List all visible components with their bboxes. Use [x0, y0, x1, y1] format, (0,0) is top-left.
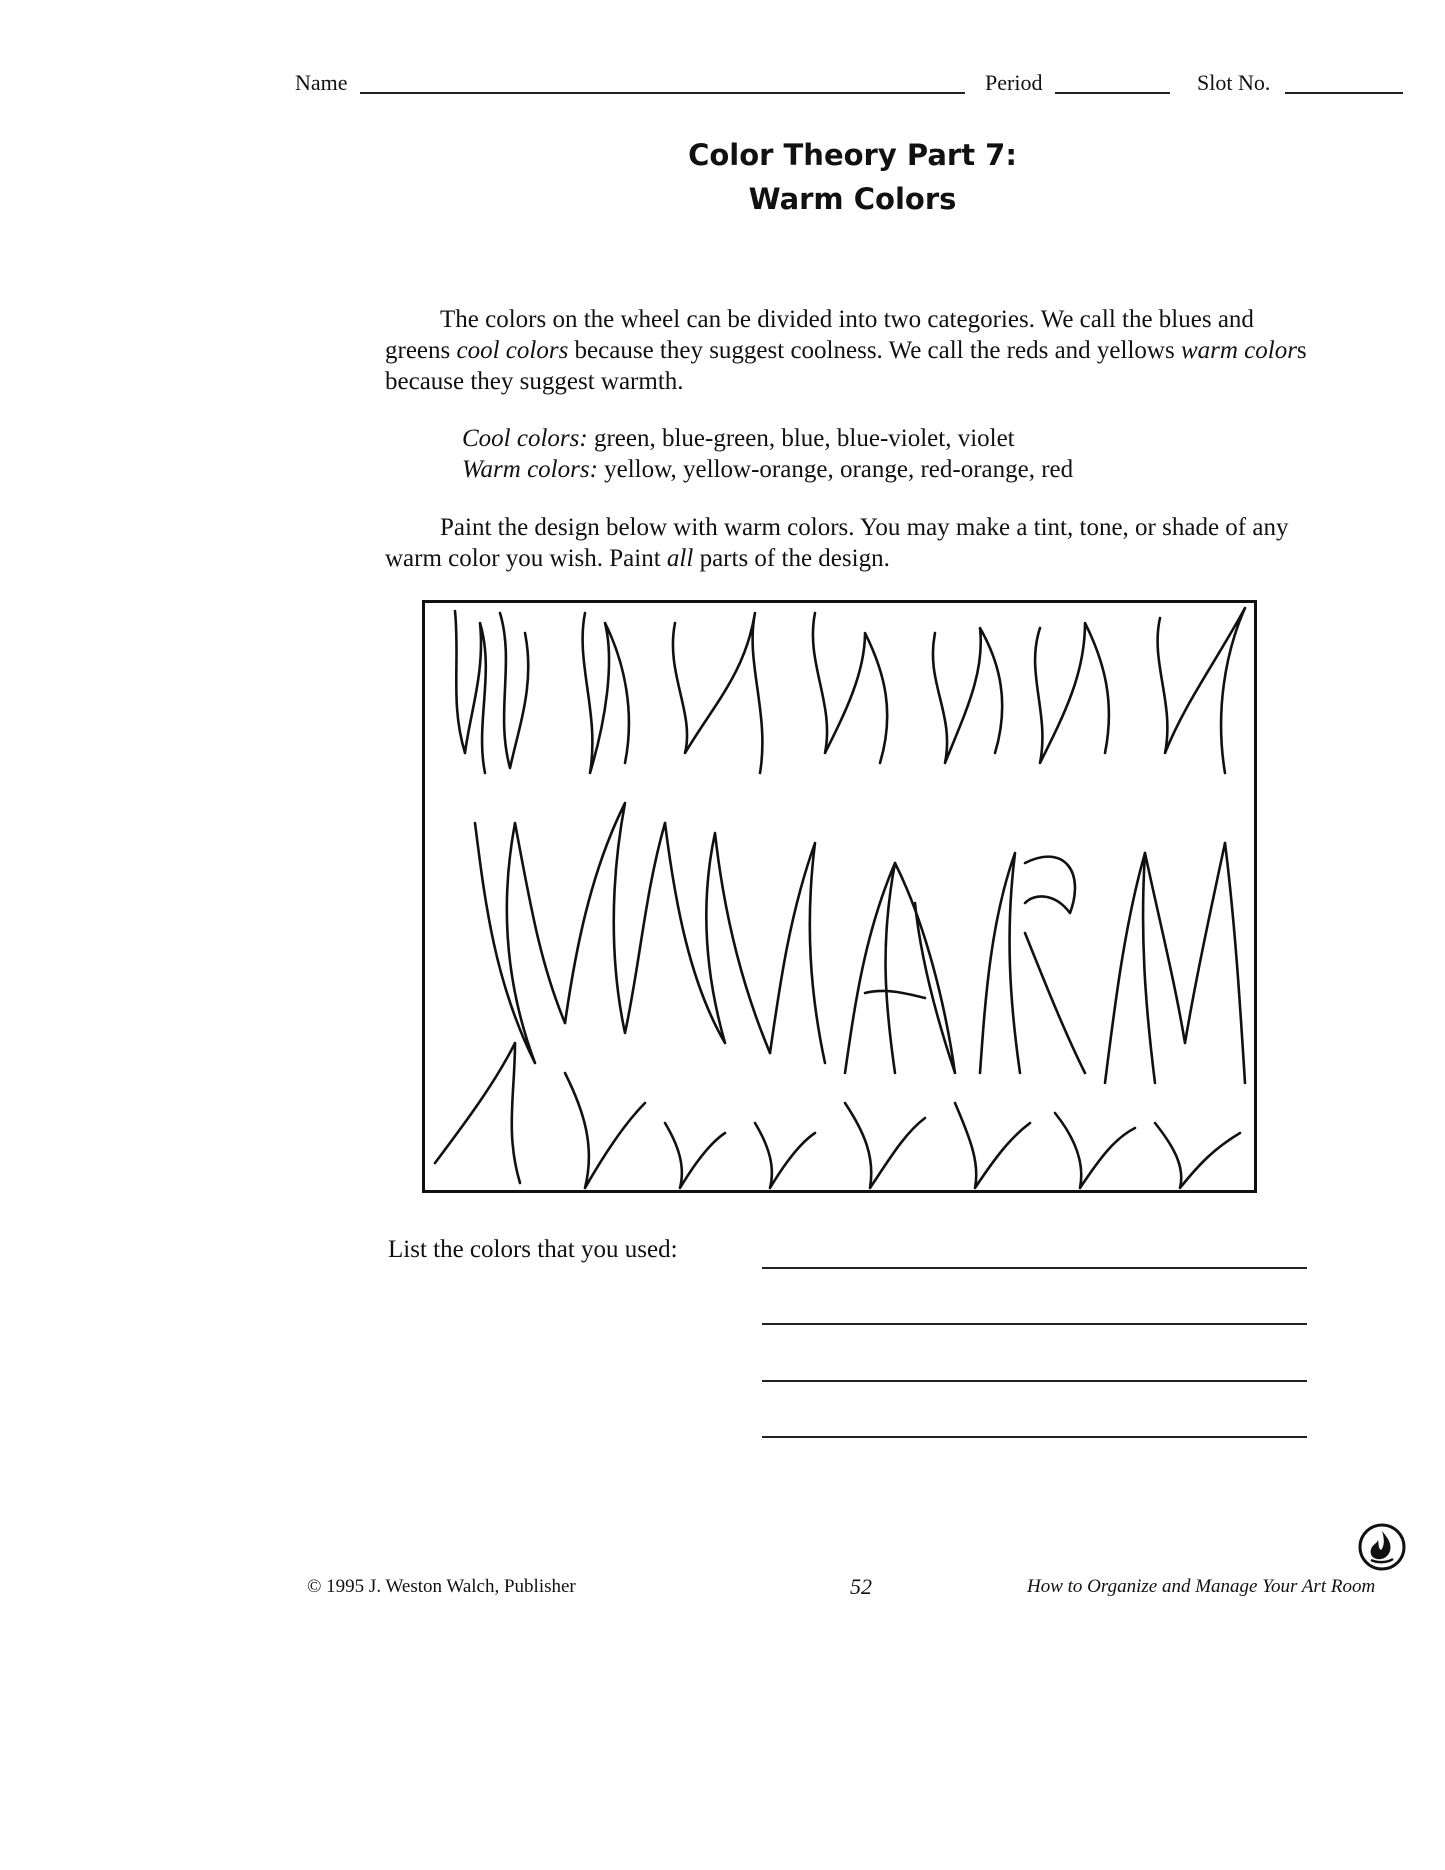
- warm-colors-list: yellow, yellow-orange, orange, red-orange, red: [604, 456, 1074, 483]
- page-number: 52: [850, 1574, 872, 1599]
- colors-line-3[interactable]: [762, 1380, 1307, 1382]
- intro-text-1: The colors on the wheel can be divided into two categories. We call the blues and greens: [385, 306, 1254, 364]
- cool-colors-list: green, blue-green, blue, blue-violet, violet: [593, 425, 1015, 452]
- colors-line-1[interactable]: [762, 1267, 1307, 1269]
- instructions-emphasis: all: [666, 545, 694, 572]
- flame-logo-svg: [1357, 1522, 1407, 1572]
- warm-colors-label: Warm colors:: [462, 456, 598, 483]
- instructions-text-2: parts of the design.: [693, 545, 890, 572]
- slot-label: Slot No.: [1197, 70, 1271, 95]
- cool-colors-term: cool colors: [456, 337, 569, 364]
- instructions-paragraph: [385, 512, 1315, 574]
- title-line-2: Warm Colors: [748, 182, 957, 216]
- intro-text-3: s because they suggest warmth.: [385, 337, 1307, 395]
- cool-colors-label: Cool colors:: [462, 425, 588, 452]
- name-field[interactable]: [360, 92, 965, 94]
- list-colors-label: List the colors that you used:: [388, 1236, 678, 1263]
- warm-colors-line: [462, 454, 1073, 485]
- instructions-text-1: Paint the design below with warm colors. You may make a tint, tone, or shade of any warm color you wish. Paint: [385, 514, 1289, 572]
- cool-colors-line: [462, 423, 1015, 454]
- flame-logo-icon: [1357, 1522, 1407, 1572]
- colors-line-4[interactable]: [762, 1436, 1307, 1438]
- intro-text-2: because they suggest coolness. We call the reds and yellows: [568, 337, 1181, 364]
- warm-flame-design[interactable]: [422, 600, 1257, 1193]
- slot-field[interactable]: [1285, 92, 1403, 94]
- title-line-1: Color Theory Part 7:: [688, 138, 1017, 172]
- colors-line-2[interactable]: [762, 1323, 1307, 1325]
- flame-drawing: [425, 603, 1254, 1190]
- footer-copyright: © 1995 J. Weston Walch, Publisher: [307, 1576, 576, 1597]
- warm-colors-term: warm color: [1180, 337, 1297, 364]
- book-title: How to Organize and Manage Your Art Room: [1027, 1576, 1376, 1597]
- name-label: Name: [295, 70, 348, 95]
- period-label: Period: [985, 70, 1043, 95]
- period-field[interactable]: [1055, 92, 1170, 94]
- page-title: [0, 133, 1445, 221]
- intro-paragraph: [385, 304, 1315, 397]
